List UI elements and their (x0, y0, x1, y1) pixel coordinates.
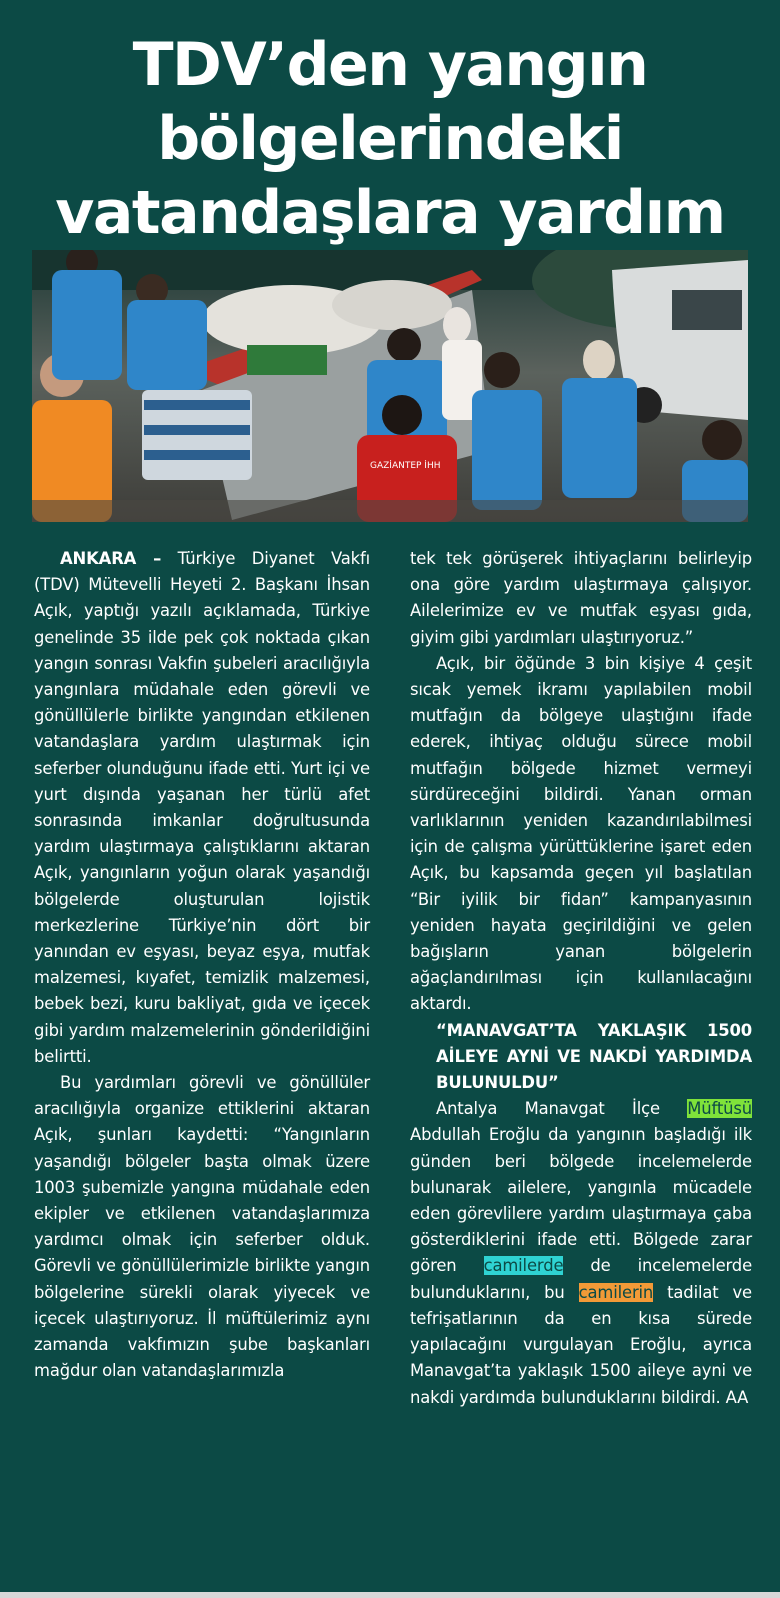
paragraph-4-text-b: Abdullah Eroğlu da yangının başladığı ilk günden beri bölgede incelemelerde bulunarak ailelere, yangınla mücadele eden görevlilere yardım ulaştırmaya çaba gösterdiklerini ifade etti. Bölgede zarar gören (410, 1125, 752, 1276)
volunteers-distributing-aid-photo (32, 250, 748, 522)
bottom-border (0, 1592, 780, 1598)
dateline: ANKARA – (60, 549, 162, 568)
paragraph-3: Açık, bir öğünde 3 bin kişiye 4 çeşit sıcak yemek ikramı yapılabilen mobil mutfağın da bölgeye ulaştığını ifade ederek, ihtiyaç olduğu sürece mobil mutfağın bölgede hizmet vermeyi sürdüreceğini bildirdi. Yanan orman varlıklarının yeniden kazandırılabilmesi için de çalışma yürüttüklerine işaret eden Açık, bu kapsamda geçen yıl başlatılan “Bir iyilik bir fidan” kampanyasının yeniden hayata geçirildiğini ve gelen bağışların yanan bölgelerin ağaçlandırılması için kullanılacağını aktardı. (410, 653, 752, 1014)
highlight-camilerde: camilerde (483, 1256, 564, 1276)
headline-line-3: vatandaşlara yardım (55, 178, 725, 248)
paragraph-1 (34, 546, 370, 1070)
news-photo (32, 250, 748, 522)
headline (20, 28, 760, 250)
article-column-left (34, 546, 370, 1385)
paragraph-4-text-a: Antalya Manavgat İlçe (436, 1099, 688, 1119)
paragraph-2: Bu yardımları görevli ve gönüllüler aracılığıyla organize ettiklerini aktaran Açık, şunları kaydetti: “Yangınların yaşandığı bölgeler başta olmak üzere 1003 şubemizle yangına müdahale eden ekipler ve etkilenen vatandaşlarımıza yardımcı olmak için seferber olduk. Görevli ve gönüllülerimizle birlikte yangın bölgelerine sürekli olarak yiyecek ve içecek ulaştırıyoruz. İl müftülerimiz aynı zamanda vakfımızın şube başkanları mağdur olan vatandaşlarımızla (34, 1073, 370, 1381)
subheading: “MANAVGAT’TA YAKLAŞIK 1500 AİLEYE AYNİ VE NAKDİ YARDIMDA BULUNULDU” (436, 1020, 752, 1093)
paragraph-1-text: Türkiye Diyanet Vakfı (TDV) Mütevelli Heyeti 2. Başkanı İhsan Açık, yaptığı yazılı açıklamada, Türkiye genelinde 35 ilde pek çok noktada çıkan yangın sonrası Vakfın şubeleri aracılığıyla yangınlara müdahale eden görevli ve gönüllülerle birlikte yangından etkilenen vatandaşlara yardım ulaştırmak için seferber olunduğunu ifade etti. Yurt içi ve yurt dışında yaşanan her türlü afet sonrasında imkanlar doğrultusunda yardım ulaştırmaya çalıştıklarını aktaran Açık, yangınların yoğun olarak yaşandığı bölgelerde oluşturulan lojistik merkezlerine Türkiye’nin dört bir yanından ev eşyası, beyaz eşya, mutfak malzemesi, kıyafet, temizlik malzemesi, bebek bezi, kuru bakliyat, gıda ve içecek gibi yardım malzemelerinin gönderildiğini belirtti. (34, 549, 371, 1066)
shirt-text: GAZİANTEP İHH (370, 461, 441, 471)
headline-line-1: TDV’den yangın (132, 30, 648, 100)
article-column-right (410, 546, 752, 1411)
highlight-muftusu: Müftüsü (687, 1099, 752, 1119)
headline-line-2: bölgelerindeki (157, 104, 623, 174)
paragraph-4-text-c: de incelemelerde bulunduklarını, bu (410, 1256, 753, 1302)
paragraph-2-continued: tek tek görüşerek ihtiyaçlarını belirleyip ona göre yardım ulaştırmaya çalışıyor. Ailelerimize ev ve mutfak eşyası gıda, giyim gibi yardımları ulaştırıyoruz.” (410, 549, 752, 647)
paragraph-4 (410, 1096, 752, 1410)
highlight-camilerin: camilerin (578, 1282, 654, 1302)
paragraph-4-text-d: tadilat ve tefrişatlarının da en kısa sürede yapılacağını vurgulayan Eroğlu, ayrıca Manavgat’ta yaklaşık 1500 aileye ayni ve nakdi yardımda bulunduklarını bildirdi. AA (410, 1282, 752, 1407)
